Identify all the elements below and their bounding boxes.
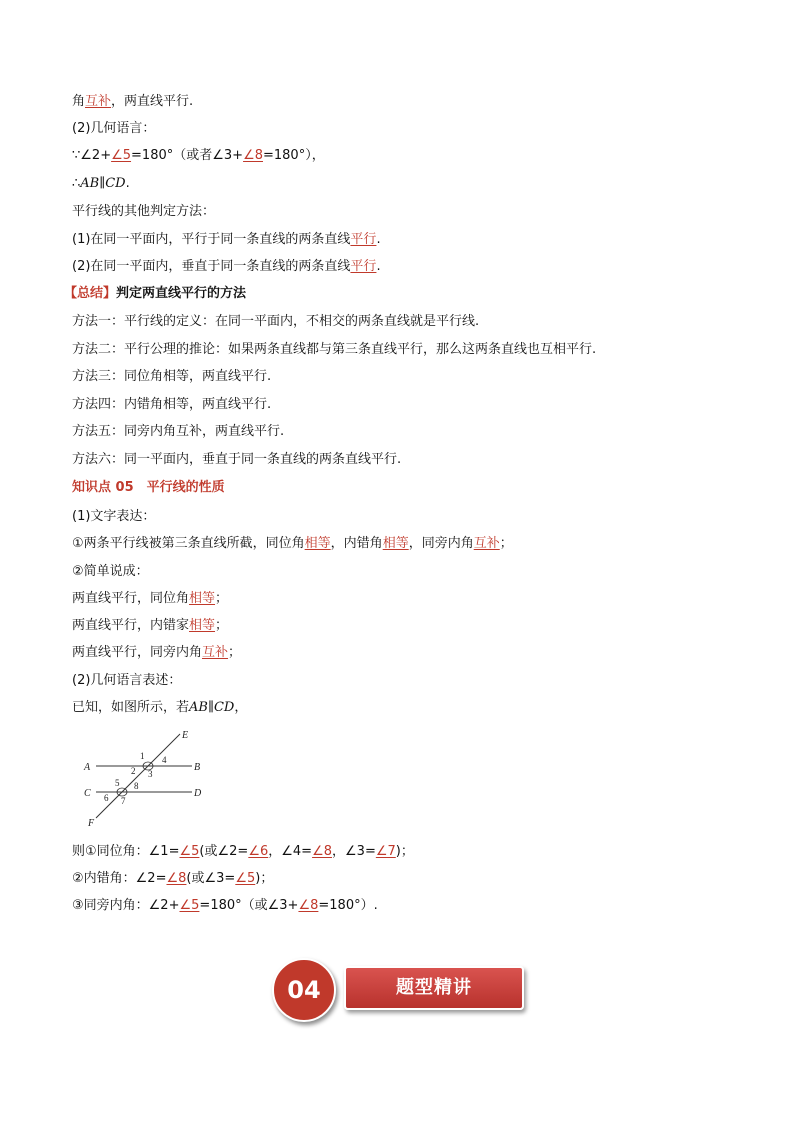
text: =180°）， [263,148,325,163]
text: )； [255,871,274,886]
answer-blank: 相等 [382,536,409,551]
text: ； [215,591,229,606]
section-heading: 知识点 05 平行线的性质 [72,480,225,495]
angle-4: 4 [162,755,167,765]
label-b: B [194,762,201,773]
line-3 [72,147,325,165]
para-5 [72,617,228,635]
text: 两直线平行，同位角 [72,591,190,606]
angle-7: 7 [121,796,126,806]
para-8 [72,699,247,717]
math-expression: AB∥CD [189,700,235,715]
text: )； [395,844,414,859]
method-6: 方法六：同一平面内，垂直于同一条直线的两条直线平行. [72,452,402,467]
answer-line-1 [72,843,414,861]
text: (或∠2= [199,844,249,859]
label-c: C [84,788,91,799]
line-5: 平行线的其他判定方法： [72,204,216,219]
text: ②内错角：∠2= [72,871,167,886]
angle-8: 8 [134,781,139,791]
label-d: D [194,788,202,799]
answer-line-2 [72,870,273,888]
method-3: 方法三：同位角相等，两直线平行. [72,369,272,384]
answer-blank: ∠8 [166,871,187,886]
text: . [376,259,381,274]
text: (1)在同一平面内，平行于同一条直线的两条直线 [72,232,351,247]
answer-blank: ∠8 [298,898,319,913]
parallel-lines-diagram [80,728,220,832]
text: ①两条平行线被第三条直线所截，同位角 [72,536,305,551]
text: 角 [72,94,86,109]
text: ，∠3= [332,844,376,859]
para-1: (1)文字表达： [72,509,156,524]
transversal-ef [96,734,180,818]
answer-blank: 互补 [473,536,500,551]
text: ，内错角 [330,536,383,551]
answer-blank: ∠5 [179,844,200,859]
text: =180°（或者∠3+ [131,148,244,163]
label-e: E [182,730,189,741]
answer-blank: ∠5 [235,871,256,886]
text: ，∠4= [268,844,313,859]
para-6 [72,644,241,662]
method-5: 方法五：同旁内角互补，两直线平行. [72,424,285,439]
line-2: (2)几何语言： [72,121,156,136]
section-number-badge: 04 [272,958,336,1022]
answer-blank: ∠8 [243,148,263,163]
answer-blank: 互补 [202,645,229,660]
line-1 [72,93,193,111]
method-1: 方法一：平行线的定义：在同一平面内，不相交的两条直线就是平行线. [72,314,480,329]
section-badge [272,958,524,1022]
answer-blank: 相等 [304,536,331,551]
answer-blank: ∠7 [375,844,396,859]
para-3: ②简单说成： [72,564,149,579]
summary-title: 判定两直线平行的方法 [116,286,247,301]
answer-blank: 平行 [350,259,377,274]
angle-1: 1 [140,751,145,761]
text: 两直线平行，同旁内角 [72,645,203,660]
answer-blank: 平行 [350,232,377,247]
angle-5: 5 [115,778,120,788]
text: ∵∠2+ [72,148,112,163]
text: ③同旁内角：∠2+ [72,898,180,913]
text: ∴ [72,176,81,191]
text: (2)在同一平面内，垂直于同一条直线的两条直线 [72,259,351,274]
text: 两直线平行，内错家 [72,618,190,633]
angle-3: 3 [148,769,153,779]
text: =180°（或∠3+ [199,898,299,913]
answer-blank: 互补 [85,94,112,109]
text: . [125,176,130,191]
text: (或∠3= [186,871,236,886]
text: ， [234,700,248,715]
line-4 [72,175,130,193]
answer-blank: ∠5 [111,148,132,163]
label-f: F [88,818,95,829]
text: 则①同位角：∠1= [72,844,180,859]
answer-line-3 [72,897,378,915]
answer-blank: ∠8 [312,844,333,859]
answer-blank: ∠5 [179,898,200,913]
label-a: A [84,762,91,773]
text: ，两直线平行. [111,94,194,109]
summary-tag: 【总结】 [64,286,117,301]
text: ，同旁内角 [408,536,474,551]
para-2 [72,535,513,553]
para-4 [72,590,228,608]
para-7: (2)几何语言表述： [72,673,182,688]
text: ； [228,645,242,660]
text: 已知，如图所示，若 [72,700,190,715]
answer-blank: 相等 [189,618,216,633]
method-4: 方法四：内错角相等，两直线平行. [72,397,272,412]
line-6 [72,231,381,249]
summary-heading [64,285,246,303]
section-title-banner: 题型精讲 [344,966,524,1010]
text: . [376,232,381,247]
math-expression: AB∥CD [80,176,126,191]
text: =180°）. [318,898,378,913]
angle-2: 2 [131,766,136,776]
method-2: 方法二：平行公理的推论：如果两条直线都与第三条直线平行，那么这两条直线也互相平行. [72,342,597,357]
angle-6: 6 [104,793,109,803]
answer-blank: ∠6 [248,844,269,859]
text: ； [499,536,513,551]
text: ； [215,618,229,633]
answer-blank: 相等 [189,591,216,606]
line-7 [72,258,381,276]
